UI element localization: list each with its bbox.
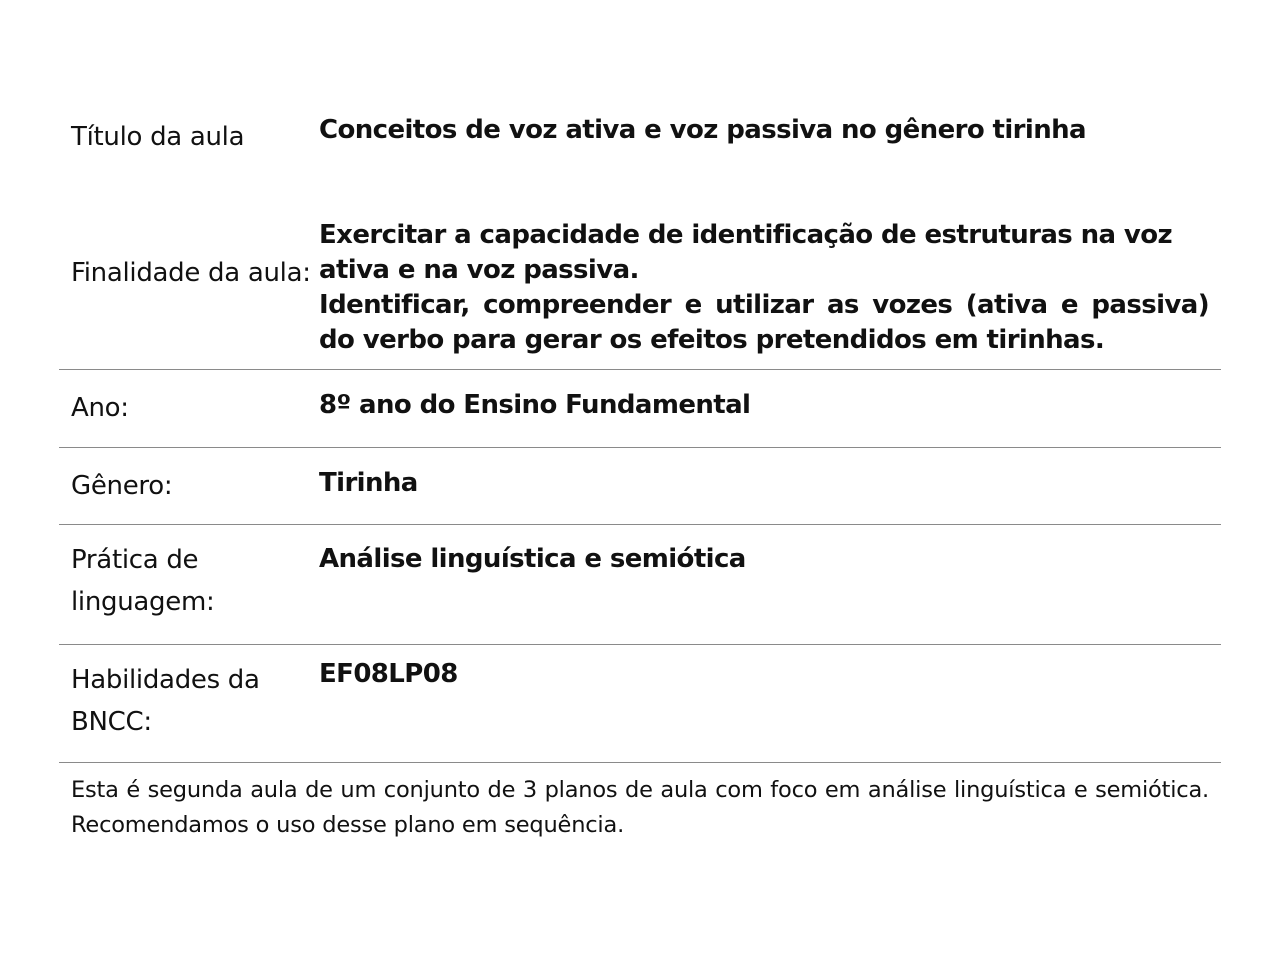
row-school-year (59, 370, 1221, 448)
lesson-purpose-label: Finalidade da aula: (71, 258, 311, 288)
lesson-title-text: Conceitos de voz ativa e voz passiva no gênero tirinha (319, 115, 1086, 145)
lesson-title-value (319, 96, 1221, 198)
row-language-practice (59, 525, 1221, 645)
lesson-plan-table (59, 96, 1221, 843)
row-lesson-purpose (59, 198, 1221, 370)
bncc-skills-value (319, 645, 1221, 762)
genre-value (319, 448, 1221, 524)
lesson-purpose-value (319, 198, 1221, 369)
sequence-note: Esta é segunda aula de um conjunto de 3 planos de aula com foco em análise linguística e semiótica. Recomendamos o uso desse plano em sequência. (71, 777, 1209, 838)
language-practice-label: Prática de linguagem: (71, 545, 215, 617)
school-year-value (319, 370, 1221, 447)
bncc-skills-label: Habilidades da BNCC: (71, 665, 260, 737)
school-year-label: Ano: (71, 393, 129, 423)
bncc-skills-text: EF08LP08 (319, 659, 458, 689)
language-practice-text: Análise linguística e semiótica (319, 544, 746, 574)
language-practice-value (319, 525, 1221, 644)
row-bncc-skills (59, 645, 1221, 763)
lesson-purpose-item: Identificar, compreender e utilizar as vozes (ativa e passiva) do verbo para gerar os efeitos pretendidos em tirinhas. (319, 290, 1209, 355)
school-year-text: 8º ano do Ensino Fundamental (319, 390, 751, 420)
lesson-title-label: Título da aula (71, 122, 245, 152)
row-lesson-title (59, 96, 1221, 198)
row-genre (59, 448, 1221, 525)
genre-label: Gênero: (71, 471, 173, 501)
genre-text: Tirinha (319, 468, 418, 498)
lesson-purpose-item: Exercitar a capacidade de identificação de estruturas na voz ativa e na voz passiva. (319, 220, 1173, 285)
